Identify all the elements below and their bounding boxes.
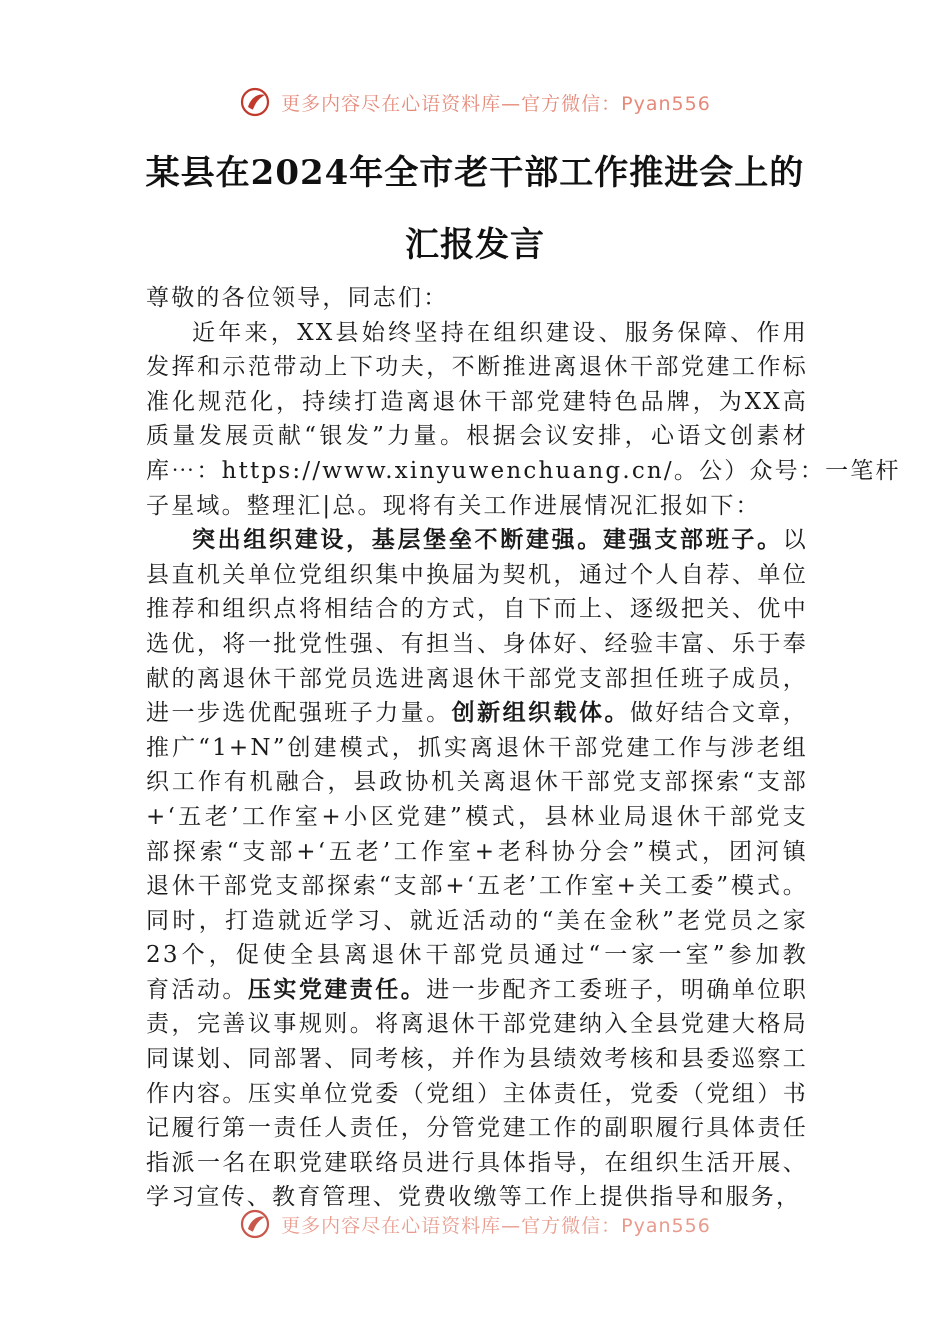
bold-heading: 突出组织建设，基层堡垒不断建强。建强支部班子。 <box>192 526 783 554</box>
text-segment: 同时，打造就近学习、就近活动的“美在金秋”老党员之家 <box>146 907 808 934</box>
text-segment: 献的离退休干部党员选进离退休干部党支部担任班子成员， <box>146 665 808 692</box>
text-line <box>146 835 808 870</box>
text-segment: 质量发展贡献“银发”力量。根据会议安排，心语文创素材 <box>146 423 808 450</box>
text-segment: 近年来，XX县始终坚持在组织建设、服务保障、作用 <box>192 319 808 346</box>
logo-icon <box>239 1207 273 1241</box>
text-line <box>146 973 808 1008</box>
text-line <box>146 938 808 973</box>
text-line <box>146 1111 808 1146</box>
text-line <box>146 350 808 385</box>
text-segment: 部探索“支部+‘五老’工作室+老科协分会”模式，团河镇 <box>146 838 808 865</box>
text-segment: 同谋划、同部署、同考核，并作为县绩效考核和县委巡察工 <box>146 1046 808 1073</box>
watermark-text: 更多内容尽在心语资料库—官方微信：Pyan556 <box>281 1214 711 1237</box>
text-segment: 推广“1+N”创建模式，抓实离退休干部党建工作与涉老组 <box>146 734 808 761</box>
text-segment: 织工作有机融合，县政协机关离退休干部党支部探索“支部 <box>146 769 808 796</box>
watermark-header <box>0 82 950 122</box>
document-body <box>146 281 901 1215</box>
text-line <box>146 627 808 662</box>
text-line <box>146 696 808 731</box>
bold-heading: 压实党建责任。 <box>247 975 427 1003</box>
text-segment: 尊敬的各位领导，同志们： <box>146 285 449 311</box>
page-title-continued: 汇报发言 <box>405 225 545 265</box>
text-segment: 进一步选优配强班子力量。 <box>146 700 452 727</box>
text-segment: 推荐和组织点将相结合的方式，自下而上、逐级把关、优中 <box>146 596 808 623</box>
text-line <box>146 316 808 351</box>
text-line <box>146 419 808 454</box>
text-segment: 子星域。整理汇|总。现将有关工作进展情况汇报如下： <box>146 492 761 519</box>
text-line <box>146 731 808 766</box>
text-segment: 责，完善议事规则。将离退休干部党建纳入全县党建大格局 <box>146 1011 808 1038</box>
text-segment: 学习宣传、教育管理、党费收缴等工作上提供指导和服务， <box>146 1184 802 1211</box>
text-segment: 23个，促使全县离退休干部党员通过“一家一室”参加教 <box>146 942 808 969</box>
watermark-footer <box>0 1204 950 1244</box>
text-line <box>146 281 808 316</box>
text-line <box>146 592 808 627</box>
text-segment: 库⋯：https://www.xinyuwenchuang.cn/。公）众号：一笔杆 <box>146 457 901 484</box>
text-segment: 以 <box>782 527 808 554</box>
text-segment: 准化规范化，持续打造离退休干部党建特色品牌，为XX高 <box>146 388 808 415</box>
watermark-text: 更多内容尽在心语资料库—官方微信：Pyan556 <box>281 92 711 115</box>
text-line <box>146 1007 808 1042</box>
text-line <box>146 385 808 420</box>
text-segment: 记履行第一责任人责任，分管党建工作的副职履行具体责任 <box>146 1115 808 1142</box>
text-segment: 县直机关单位党组织集中换届为契机，通过个人自荐、单位 <box>146 561 808 588</box>
text-line <box>146 454 901 489</box>
bold-heading: 创新组织载体。 <box>451 699 630 727</box>
text-line <box>146 558 808 593</box>
text-segment: 做好结合文章， <box>629 700 808 727</box>
text-segment: 退休干部党支部探索“支部+‘五老’工作室+关工委”模式。 <box>146 873 808 900</box>
text-line <box>146 489 808 524</box>
text-segment: +‘五老’工作室+小区党建”模式，县林业局退休干部党支 <box>146 803 808 830</box>
text-segment: 进一步配齐工委班子，明确单位职 <box>426 976 809 1003</box>
text-segment: 指派一名在职党建联络员进行具体指导，在组织生活开展、 <box>146 1149 808 1176</box>
text-line <box>146 523 808 558</box>
text-line <box>146 1146 808 1181</box>
text-line <box>146 1077 808 1112</box>
text-segment: 育活动。 <box>146 976 248 1003</box>
page-title: 某县在2024年全市老干部工作推进会上的 <box>145 153 805 193</box>
text-line <box>146 662 808 697</box>
text-segment: 作内容。压实单位党委（党组）主体责任，党委（党组）书 <box>146 1080 808 1107</box>
text-segment: 选优，将一批党性强、有担当、身体好、经验丰富、乐于奉 <box>146 630 808 657</box>
text-segment: 发挥和示范带动上下功夫，不断推进离退休干部党建工作标 <box>146 354 808 381</box>
logo-icon <box>239 85 273 119</box>
text-line <box>146 1042 808 1077</box>
text-line <box>146 765 808 800</box>
text-line <box>146 904 808 939</box>
text-line <box>146 800 808 835</box>
text-line <box>146 869 808 904</box>
